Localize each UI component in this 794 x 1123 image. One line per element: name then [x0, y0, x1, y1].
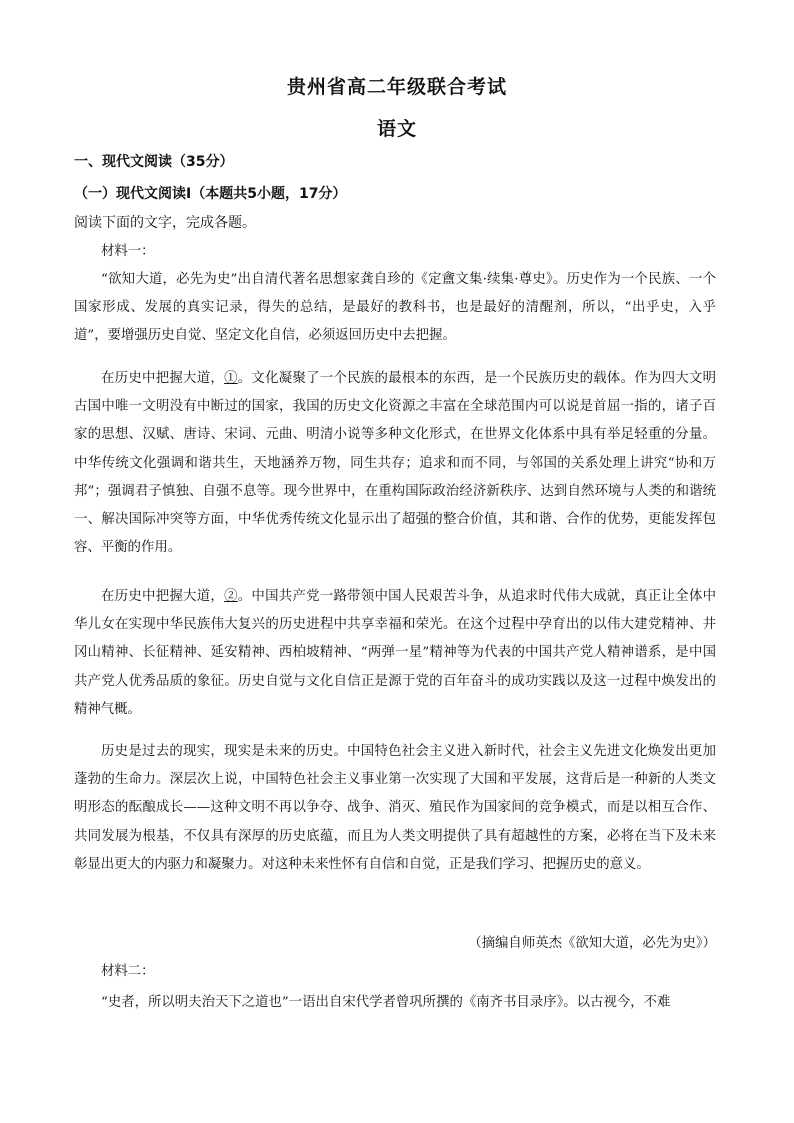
blank-marker-2: ②	[224, 589, 238, 604]
material-two-label: 材料二：	[101, 964, 155, 979]
paragraph-2-rest: 。文化凝聚了一个民族的最根本的东西，是一个民族历史的载体。作为四大文明古国中唯一文明没有中断过的国家，我国的历史文化资源之丰富在全球范围内可以说是首屈一指的，诸子百家的思想、汉赋、唐诗、宋词、元曲、明清小说等多种文化形式，在世界文化体系中具有举足轻重的分量。中华传统文化强调和谐共生，天地涵养万物，同生共存；追求和而不同，与邻国的关系处理上讲究“协和万邦”；强调君子慎独、自强不息等。现今世界中，在重构国际政治经济新秩序、达到自然环境与人类的和谐统一、解决国际冲突等方面，中华优秀传统文化显示出了超强的整合价值，其和谐、合作的优势，更能发挥包容、平衡的作用。	[74, 371, 717, 556]
material-one-label: 材料一：	[101, 244, 155, 259]
material-one-paragraph-2	[74, 365, 716, 562]
material-one-paragraph-1: “欲知大道，必先为史”出自清代著名思想家龚自珍的《定盦文集·续集·尊史》。历史作为一个民族、一个国家形成、发展的真实记录，得失的总结，是最好的教科书，也是最好的清醒剂，所以，“出乎史，入乎道”，要增强历史自觉、坚定文化自信，必须返回历史中去把握。	[74, 272, 716, 344]
material-two-paragraph-1: “史者，所以明夫治天下之道也”一语出自宋代学者曾巩所撰的《南齐书目录序》。以古视今，不难	[101, 995, 671, 1010]
paragraph-3-rest: 。中国共产党一路带领中国人民艰苦斗争，从追求时代伟大成就，真正让全体中华儿女在实现中华民族伟大复兴的历史进程中共享幸福和荣光。在这个过程中孕育出的以伟大建党精神、井冈山精神、长征精神、延安精神、西柏坡精神、“两弹一星”精神等为代表的中国共产党人精神谱系，是中国共产党人优秀品质的象征。历史自觉与文化自信正是源于党的百年奋斗的成功实践以及这一过程中焕发出的精神气概。	[74, 589, 717, 717]
exam-title: 贵州省高二年级联合考试	[286, 76, 507, 98]
paragraph-2-lead: 在历史中把握大道，	[101, 371, 225, 386]
reading-instruction: 阅读下面的文字，完成各题。	[74, 215, 256, 231]
section-heading: 一、现代文阅读（35分）	[74, 154, 234, 170]
material-one-source: （摘编自师英杰《欲知大道，必先为史》）	[468, 936, 716, 951]
subject-title: 语文	[376, 118, 417, 140]
blank-marker-1: ①	[224, 371, 238, 386]
paragraph-3-lead: 在历史中把握大道，	[101, 589, 225, 604]
material-one-paragraph-3	[74, 583, 716, 724]
section-subheading: （一）现代文阅读Ⅰ（本题共5小题，17分）	[74, 186, 347, 202]
material-one-paragraph-4: 历史是过去的现实，现实是未来的历史。中国特色社会主义进入新时代，社会主义先进文化焕发出更加蓬勃的生命力。深层次上说，中国特色社会主义事业第一次实现了大国和平发展，这背后是一种新的人类文明形态的酝酿成长——这种文明不再以争夺、战争、消灭、殖民作为国家间的竞争模式，而是以相互合作、共同发展为根基，不仅具有深厚的历史底蕴，而且为人类文明提供了具有超越性的方案，必将在当下及未来彰显出更大的内驱力和凝聚力。对这种未来性怀有自信和自觉，正是我们学习、把握历史的意义。	[74, 744, 716, 872]
